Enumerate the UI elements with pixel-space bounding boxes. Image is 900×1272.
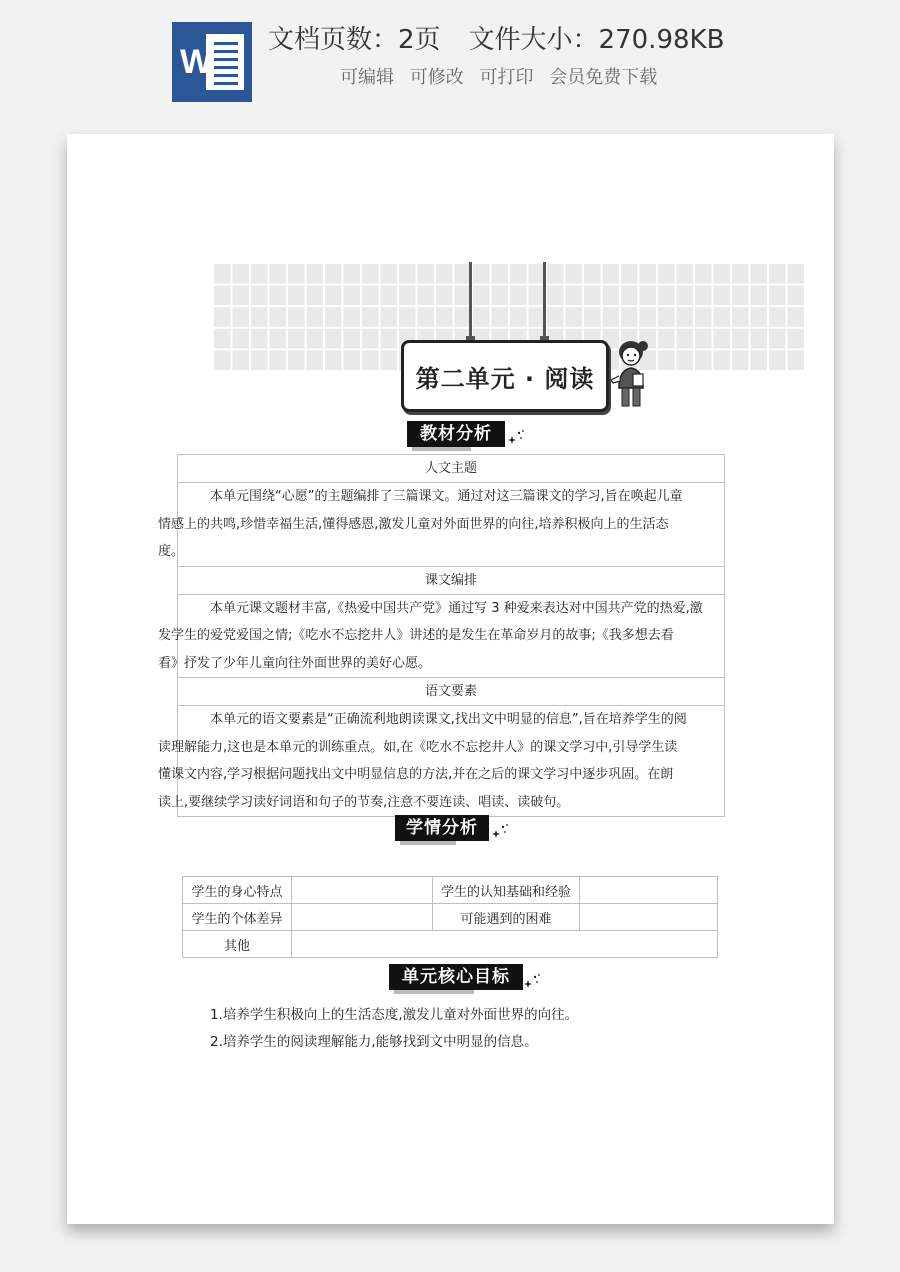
section-tag-goals: [389, 964, 523, 990]
analysis-line: 本单元课文题材丰富,《热爱中国共产党》通过写 3 种爱来表达对中国共产党的热爱,激: [210, 600, 703, 616]
label-individual-difference: 学生的个体差异: [183, 904, 292, 931]
table-row: [183, 877, 718, 904]
label-cognitive-basis: 学生的认知基础和经验: [433, 877, 580, 904]
learning-analysis-table: [182, 876, 718, 958]
analysis-heading: 人文主题: [178, 455, 724, 483]
hanging-rope-right: [543, 262, 546, 340]
feature-member-download: 会员免费下载: [549, 67, 658, 88]
label-possible-difficulty: 可能遇到的困难: [433, 904, 580, 931]
feature-editable: 可编辑: [340, 67, 394, 88]
value-physical-mental[interactable]: [292, 877, 433, 904]
analysis-line: 本单元围绕“心愿”的主题编排了三篇课文。通过对这三篇课文的学习,旨在唤起儿童: [210, 489, 683, 504]
value-cognitive-basis[interactable]: [580, 877, 718, 904]
analysis-heading: 语文要素: [178, 678, 724, 706]
sparkle-icon: [523, 972, 543, 990]
word-letter: W: [180, 43, 213, 81]
analysis-line: 读理解能力,这也是本单元的训练重点。如,在《吃水不忘挖井人》的课文学习中,引导学生读: [158, 739, 678, 755]
section-tag-textbook: [407, 421, 505, 447]
analysis-line: 懂课文内容,学习根据问题找出文中明显信息的方法,并在之后的课文学习中逐步巩固。在朗: [158, 767, 674, 782]
analysis-line: 情感上的共鸣,珍惜幸福生活,懂得感恩,激发儿童对外面世界的向往,培养积极向上的生活态: [158, 516, 669, 532]
label-other: 其他: [183, 931, 292, 958]
download-header: [0, 0, 900, 120]
analysis-line: 看》抒发了少年儿童向往外面世界的美好心愿。: [158, 655, 432, 671]
section-tag-learning: [395, 815, 489, 841]
page-count: 文档页数：2页: [268, 25, 441, 55]
sparkle-icon: [507, 428, 527, 446]
unit-title-sign: [401, 340, 609, 412]
section-title-textbook: 教材分析: [420, 424, 492, 444]
value-individual-difference[interactable]: [292, 904, 433, 931]
analysis-content: [158, 706, 724, 816]
analysis-content: [158, 595, 724, 679]
section-title-goals: 单元核心目标: [402, 967, 510, 987]
word-document-icon: [172, 22, 252, 102]
value-other[interactable]: [292, 931, 718, 958]
analysis-line: 读上,要继续学习读好词语和句子的节奏,注意不要连读、唱读、读破句。: [158, 794, 570, 810]
analysis-line: 本单元的语文要素是“正确流利地朗读课文,找出文中明显的信息”,旨在培养学生的阅: [210, 712, 687, 727]
feature-printable: 可打印: [479, 67, 534, 88]
unit-title: 第二单元 · 阅读: [415, 364, 595, 393]
analysis-line: 发学生的爱党爱国之情;《吃水不忘挖井人》讲述的是发生在革命岁月的故事;《我多想去看: [158, 628, 674, 643]
goal-item: 2.培养学生的阅读理解能力,能够找到文中明显的信息。: [210, 1034, 538, 1050]
section-title-learning: 学情分析: [406, 818, 478, 838]
analysis-content: [158, 483, 724, 567]
goal-item: 1.培养学生积极向上的生活态度,激发儿童对外面世界的向往。: [210, 1007, 579, 1023]
feature-list: [340, 64, 667, 92]
table-row: [183, 931, 718, 958]
file-size: 文件大小：270.98KB: [468, 25, 725, 55]
student-cartoon-icon: [609, 336, 655, 410]
hanging-rope-left: [469, 262, 472, 340]
label-physical-mental: 学生的身心特点: [183, 877, 292, 904]
table-row: [183, 904, 718, 931]
value-possible-difficulty[interactable]: [580, 904, 718, 931]
textbook-analysis-table: [158, 454, 725, 817]
sparkle-icon: [491, 822, 511, 840]
analysis-line: 度。: [158, 544, 185, 559]
analysis-heading: 课文编排: [178, 567, 724, 595]
document-page: [67, 134, 834, 1224]
feature-modifiable: 可修改: [409, 67, 464, 88]
file-meta: [268, 20, 752, 60]
